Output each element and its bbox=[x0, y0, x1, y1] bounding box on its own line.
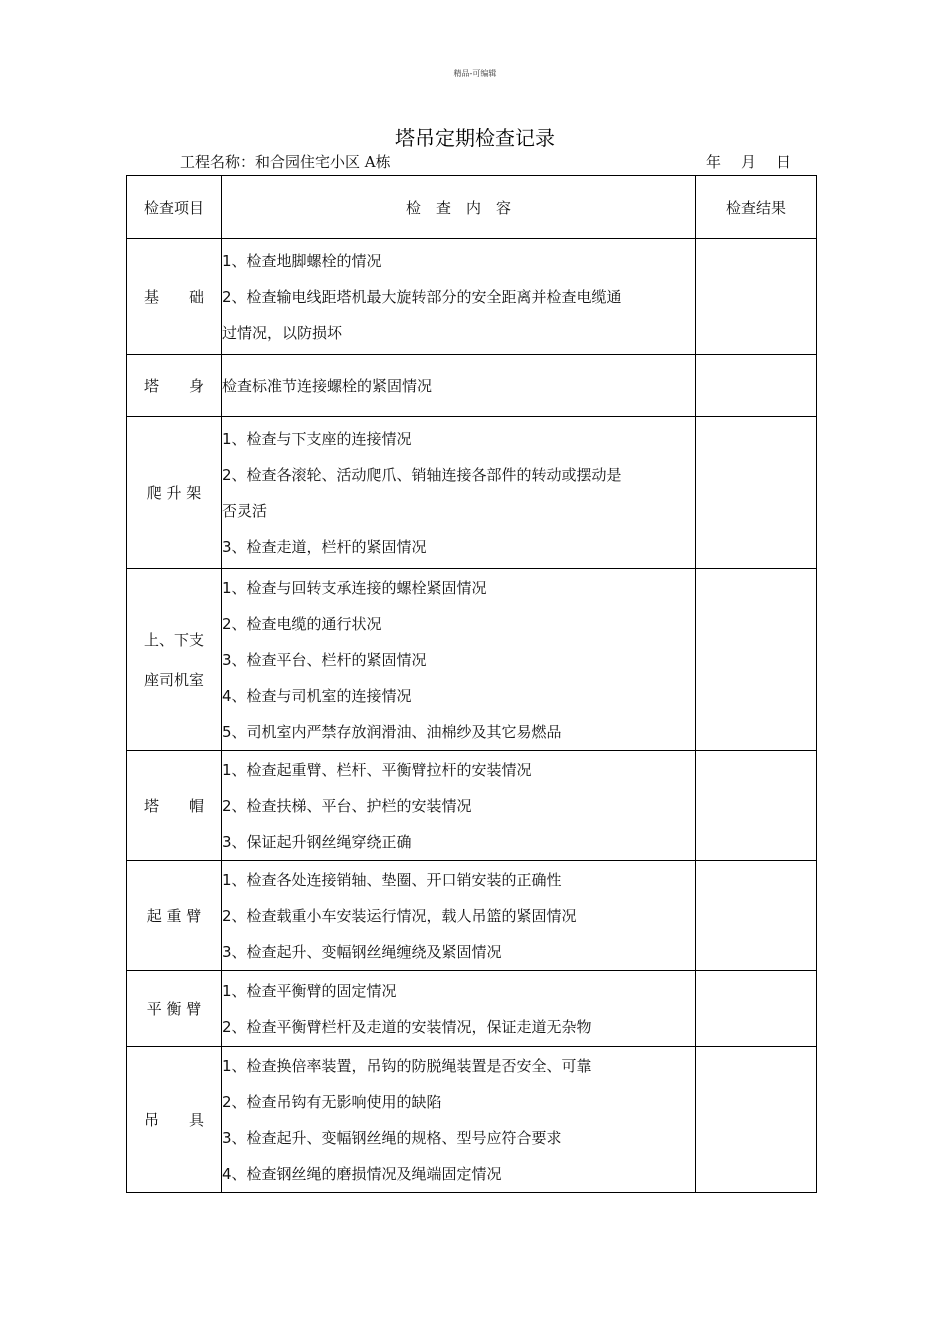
inspection-result-cell[interactable] bbox=[696, 1047, 817, 1193]
content-line: 1、检查换倍率装置，吊钩的防脱绳装置是否安全、可靠 bbox=[222, 1056, 592, 1075]
table-row bbox=[127, 1047, 817, 1193]
inspection-content bbox=[222, 239, 696, 355]
inspection-result-cell[interactable] bbox=[696, 569, 817, 751]
content-line: 1、检查与回转支承连接的螺栓紧固情况 bbox=[222, 578, 487, 597]
content-line: 1、检查地脚螺栓的情况 bbox=[222, 251, 382, 270]
content-line: 1、检查平衡臂的固定情况 bbox=[222, 981, 397, 1000]
inspection-item: 吊 具 bbox=[127, 1047, 222, 1193]
inspection-content bbox=[222, 417, 696, 569]
content-line: 2、检查输电线距塔机最大旋转部分的安全距离并检查电缆通 bbox=[222, 287, 622, 306]
table-row bbox=[127, 569, 817, 751]
content-line: 5、司机室内严禁存放润滑油、油棉纱及其它易燃品 bbox=[222, 722, 562, 741]
content-line: 过情况，以防损坏 bbox=[222, 323, 343, 342]
inspection-content bbox=[222, 1047, 696, 1193]
date-month: 月 bbox=[741, 153, 757, 171]
inspection-item: 爬 升 架 bbox=[127, 417, 222, 569]
header-item: 检查项目 bbox=[127, 176, 222, 239]
header-content: 检 查 内 容 bbox=[222, 176, 696, 239]
table-row bbox=[127, 239, 817, 355]
header-tag: 精品-可编辑 bbox=[453, 69, 497, 78]
table-row bbox=[127, 751, 817, 861]
table-row bbox=[127, 355, 817, 417]
inspection-content bbox=[222, 569, 696, 751]
content-line: 1、检查起重臂、栏杆、平衡臂拉杆的安装情况 bbox=[222, 760, 532, 779]
inspection-result-cell[interactable] bbox=[696, 355, 817, 417]
inspection-item: 起 重 臂 bbox=[127, 861, 222, 971]
inspection-result-cell[interactable] bbox=[696, 417, 817, 569]
date-fields bbox=[706, 151, 811, 172]
content-line: 否灵活 bbox=[222, 501, 268, 520]
content-line: 4、检查与司机室的连接情况 bbox=[222, 686, 412, 705]
inspection-result-cell[interactable] bbox=[696, 239, 817, 355]
content-line: 3、检查起升、变幅钢丝绳缠绕及紧固情况 bbox=[222, 942, 502, 961]
inspection-table bbox=[126, 175, 817, 1193]
inspection-item: 基 础 bbox=[127, 239, 222, 355]
content-line: 3、检查平台、栏杆的紧固情况 bbox=[222, 650, 427, 669]
header-result: 检查结果 bbox=[696, 176, 817, 239]
content-line: 检查标准节连接螺栓的紧固情况 bbox=[222, 376, 433, 395]
inspection-content bbox=[222, 971, 696, 1047]
content-line: 1、检查各处连接销轴、垫圈、开口销安装的正确性 bbox=[222, 870, 562, 889]
content-line: 3、检查走道，栏杆的紧固情况 bbox=[222, 537, 427, 556]
table-row bbox=[127, 417, 817, 569]
content-line: 2、检查电缆的通行状况 bbox=[222, 614, 382, 633]
page-title: 塔吊定期检查记录 bbox=[395, 126, 555, 150]
content-line: 3、保证起升钢丝绳穿绕正确 bbox=[222, 832, 412, 851]
inspection-item: 塔 帽 bbox=[127, 751, 222, 861]
inspection-result-cell[interactable] bbox=[696, 751, 817, 861]
table-header-row bbox=[127, 176, 817, 239]
content-line: 2、检查各滚轮、活动爬爪、销轴连接各部件的转动或摆动是 bbox=[222, 465, 622, 484]
date-day: 日 bbox=[776, 153, 792, 171]
inspection-content bbox=[222, 751, 696, 861]
inspection-item: 平 衡 臂 bbox=[127, 971, 222, 1047]
date-year: 年 bbox=[706, 153, 722, 171]
content-line: 2、检查扶梯、平台、护栏的安装情况 bbox=[222, 796, 472, 815]
table-row bbox=[127, 861, 817, 971]
inspection-content bbox=[222, 355, 696, 417]
inspection-result-cell[interactable] bbox=[696, 861, 817, 971]
content-line: 1、检查与下支座的连接情况 bbox=[222, 429, 412, 448]
content-line: 2、检查吊钩有无影响使用的缺陷 bbox=[222, 1092, 442, 1111]
table-row bbox=[127, 971, 817, 1047]
inspection-content bbox=[222, 861, 696, 971]
content-line: 3、检查起升、变幅钢丝绳的规格、型号应符合要求 bbox=[222, 1128, 562, 1147]
content-line: 2、检查载重小车安装运行情况，载人吊篮的紧固情况 bbox=[222, 906, 577, 925]
content-line: 2、检查平衡臂栏杆及走道的安装情况，保证走道无杂物 bbox=[222, 1017, 592, 1036]
content-line: 4、检查钢丝绳的磨损情况及绳端固定情况 bbox=[222, 1164, 502, 1183]
project-name: 工程名称：和合园住宅小区 A栋 bbox=[180, 153, 391, 171]
inspection-item: 塔 身 bbox=[127, 355, 222, 417]
inspection-item: 上、下支座司机室 bbox=[127, 569, 222, 751]
inspection-result-cell[interactable] bbox=[696, 971, 817, 1047]
